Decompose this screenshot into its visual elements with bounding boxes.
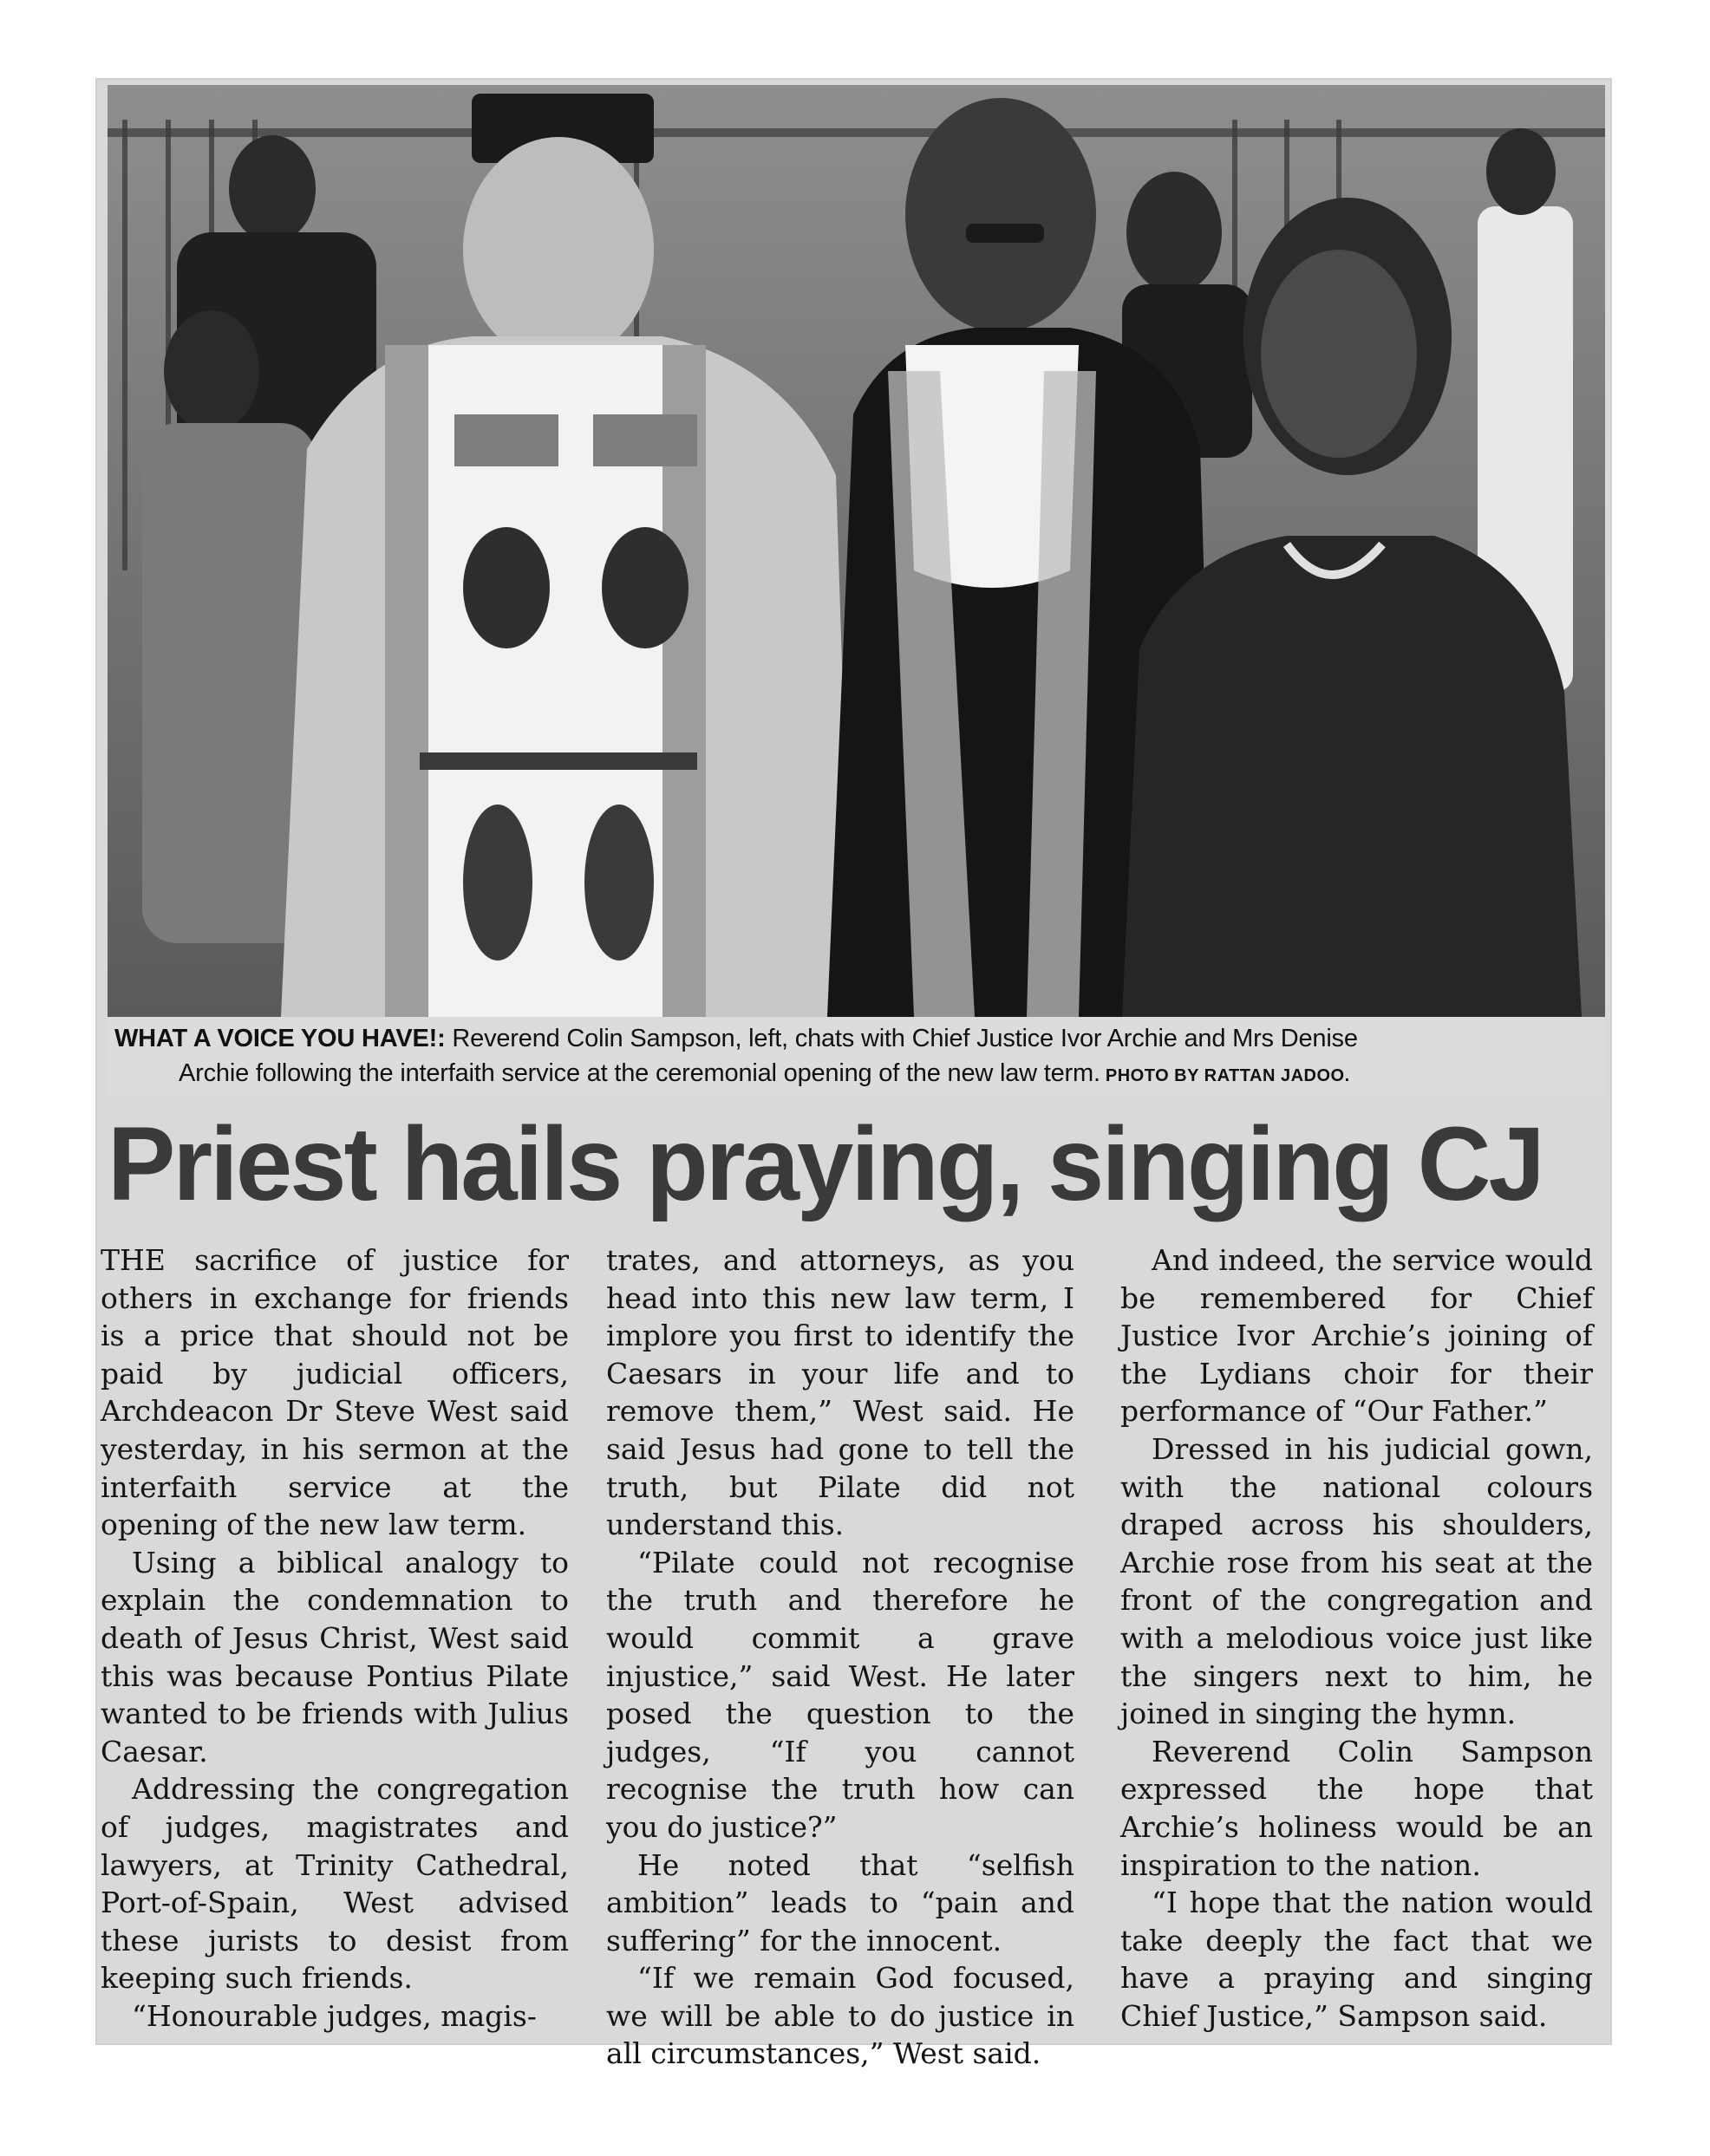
article-body xyxy=(97,1241,1610,2071)
photo-illustration xyxy=(108,85,1605,1017)
paragraph: THE sacrifice of justice for others in exchange for friends is a price that should not be paid by judicial officers, Archdeacon Dr Steve West said yesterday, in his sermon at the interfaith service at the opening of the new law term. xyxy=(101,1243,569,1542)
paragraph: “Pilate could not recognise the truth and therefore he would commit a grave injustice,” said West. He later posed the question to the judges, “If you cannot recognise the truth how can you do justice?” xyxy=(606,1545,1074,1844)
paragraph: Using a biblical analogy to explain the condemnation to death of Jesus Christ, West said this was because Pontius Pilate wanted to be friends with Julius Caesar. xyxy=(101,1545,569,1768)
caption-line-1 xyxy=(114,1021,1358,1056)
caption-lead: WHAT A VOICE YOU HAVE!: xyxy=(114,1025,446,1052)
caption-text-2: Archie following the interfaith service at the ceremonial opening of the new law term. xyxy=(179,1059,1100,1087)
paragraph: Reverend Colin Sampson expressed the hope that Archie’s holiness would be an inspiration to the nation. xyxy=(1120,1734,1593,1882)
newspaper-clipping xyxy=(97,80,1610,2071)
paragraph: “If we remain God focused, we will be able to do justice in all circumstances,” West said. xyxy=(606,1961,1074,2071)
headline: Priest hails praying, singing CJ xyxy=(108,1104,1543,1222)
caption-text-1: Reverend Colin Sampson, left, chats with Chief Justice Ivor Archie and Mrs Denise xyxy=(445,1025,1358,1052)
paragraph: “I hope that the nation would take deeply the fact that we have a praying and singing Chief Justice,” Sampson said. xyxy=(1120,1886,1593,2033)
article-column-2 xyxy=(606,1241,1074,2073)
paragraph: trates, and attorneys, as you head into this new law term, I implore you first to identify the Caesars in your life and to remove them,” West said. He said Jesus had gone to tell the truth, but Pilate did not understand this. xyxy=(606,1243,1074,1542)
photo-caption xyxy=(108,1018,1605,1096)
paragraph: “Honourable judges, magis- xyxy=(132,1998,537,2033)
paragraph: He noted that “selfish ambition” leads to “pain and suffering” for the innocent. xyxy=(606,1847,1074,1957)
news-photo xyxy=(108,85,1605,1017)
paragraph: Addressing the congregation of judges, magistrates and lawyers, at Trinity Cathedral, Port-of-Spain, West advised these jurists to desist from keeping such friends. xyxy=(101,1772,569,1996)
article-column-1 xyxy=(101,1241,569,2035)
paragraph: And indeed, the service would be remembered for Chief Justice Ivor Archie’s joining of the Lydians choir for their performance of “Our Father.” xyxy=(1120,1243,1593,1429)
caption-line-2 xyxy=(179,1056,1350,1093)
photo-credit: PHOTO BY RATTAN JADOO. xyxy=(1100,1066,1350,1085)
article-column-3 xyxy=(1120,1241,1593,2035)
paragraph: Dressed in his judicial gown, with the national colours draped across his shoulders, Archie rose from his seat at the front of the congregation and with a melodious voice just like the singers next to him, he joined in singing the hymn. xyxy=(1120,1431,1593,1731)
